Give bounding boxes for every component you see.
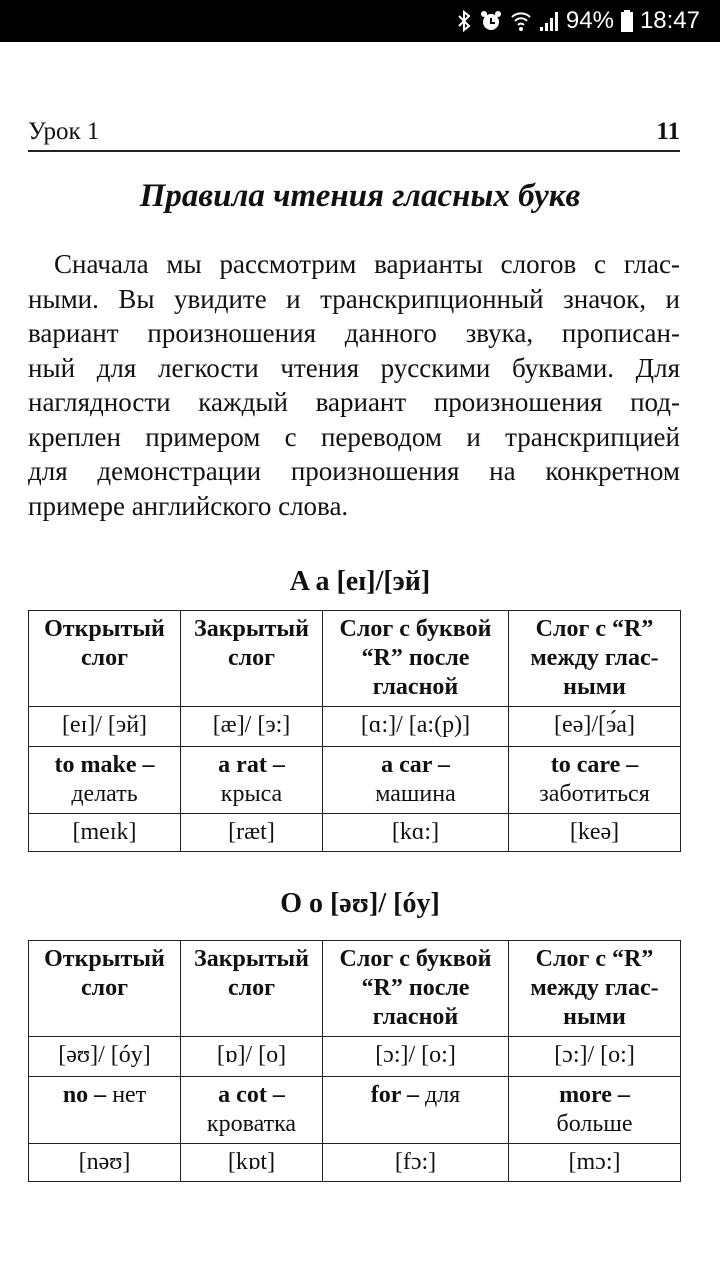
paragraph-line: для демонстрации произношения на конкретном <box>28 456 680 486</box>
header-line: ными <box>563 674 626 700</box>
example-word: a cot – <box>218 1082 285 1108</box>
sound-cell: [ɑ:]/ [a:(p)] <box>323 707 509 747</box>
example-word: to care – <box>550 752 639 778</box>
bluetooth-icon <box>456 9 472 33</box>
header-cell <box>323 941 509 1037</box>
paragraph-line: Сначала мы рассмотрим варианты слогов с глас- <box>54 249 680 279</box>
status-bar <box>0 0 720 42</box>
example-row <box>29 747 681 814</box>
example-word: a rat – <box>218 752 285 778</box>
transcription-cell: [mɔ:] <box>509 1144 681 1182</box>
vowel-table-o <box>28 940 681 1182</box>
transcription-cell: [ræt] <box>181 814 323 852</box>
header-cell <box>29 941 181 1037</box>
header-line: Закрытый <box>194 616 309 642</box>
transcription-cell: [kɑ:] <box>323 814 509 852</box>
header-line: “R” после <box>361 645 470 671</box>
example-cell <box>181 747 323 814</box>
header-line: Слог с “R” <box>535 946 654 972</box>
header-cell <box>181 941 323 1037</box>
example-translation: кроватка <box>206 1111 297 1137</box>
alarm-icon <box>479 9 503 33</box>
header-line: Открытый <box>44 616 165 642</box>
sound-cell: [ɔ:]/ [o:] <box>323 1037 509 1077</box>
header-cell <box>509 611 681 707</box>
battery-icon <box>621 10 633 32</box>
lesson-label: Урок 1 <box>28 118 100 145</box>
example-word: no – <box>62 1082 107 1108</box>
header-line: Закрытый <box>194 946 309 972</box>
example-word: to make – <box>54 752 155 778</box>
battery-percent: 94% <box>565 7 614 34</box>
header-cell <box>509 941 681 1037</box>
example-translation: машина <box>375 781 456 807</box>
header-line: гласной <box>372 1004 459 1030</box>
example-translation: заботиться <box>539 781 650 807</box>
example-word: a car – <box>381 752 450 778</box>
vowel-table-a <box>28 610 681 852</box>
example-cell <box>29 747 181 814</box>
transcription-cell: [keə] <box>509 814 681 852</box>
sound-cell: [ɔ:]/ [o:] <box>509 1037 681 1077</box>
table-title-a: A a [eɪ]/[эй] <box>289 566 431 597</box>
header-line: Слог с “R” <box>535 616 654 642</box>
header-line: между глас- <box>530 645 659 671</box>
example-cell <box>323 747 509 814</box>
sound-row <box>29 707 681 747</box>
section-title: Правила чтения гласных букв <box>139 178 581 214</box>
sound-cell: [eɪ]/ [эй] <box>29 707 181 747</box>
page-number: 11 <box>656 118 680 145</box>
header-line: гласной <box>372 674 459 700</box>
example-cell <box>509 1077 681 1144</box>
example-row <box>29 1077 681 1144</box>
transcription-row <box>29 1144 681 1182</box>
sound-cell: [əʊ]/ [óу] <box>29 1037 181 1077</box>
header-row <box>29 941 681 1037</box>
intro-paragraph <box>28 247 680 523</box>
example-cell <box>29 1077 181 1144</box>
paragraph-line: ный для легкости чтения русскими буквами. Для <box>28 352 680 383</box>
transcription-cell: [fɔ:] <box>323 1144 509 1182</box>
header-line: слог <box>80 975 128 1001</box>
wifi-icon <box>510 9 532 33</box>
running-header <box>28 118 680 152</box>
example-cell <box>181 1077 323 1144</box>
signal-icon <box>539 9 559 33</box>
example-word: for – <box>370 1082 419 1108</box>
transcription-row <box>29 814 681 852</box>
example-word: more – <box>559 1082 630 1108</box>
paragraph-line: вариант произношения данного звука, прописан- <box>28 318 680 348</box>
sound-cell: [ɒ]/ [o] <box>181 1037 323 1077</box>
sound-row <box>29 1037 681 1077</box>
header-line: ными <box>563 1004 626 1030</box>
header-line: Слог с буквой <box>339 616 492 642</box>
header-cell <box>29 611 181 707</box>
header-line: Открытый <box>44 946 165 972</box>
transcription-cell: [meɪk] <box>29 814 181 852</box>
paragraph-line: примере английского слова. <box>28 490 349 521</box>
sound-cell: [æ]/ [э:] <box>181 707 323 747</box>
table-title-o: O o [əʊ]/ [óу] <box>280 888 440 919</box>
header-line: между глас- <box>530 975 659 1001</box>
example-cell <box>323 1077 509 1144</box>
example-translation: больше <box>556 1111 633 1137</box>
sound-cell: [eə]/[э́а] <box>509 707 681 747</box>
paragraph-line: креплен примером с переводом и транскрипцией <box>28 421 680 452</box>
header-cell <box>323 611 509 707</box>
example-translation: делать <box>71 781 138 807</box>
clock: 18:47 <box>639 7 700 34</box>
example-cell <box>509 747 681 814</box>
header-line: слог <box>227 645 275 671</box>
header-line: слог <box>227 975 275 1001</box>
example-translation: крыса <box>220 781 283 807</box>
transcription-cell: [kɒt] <box>181 1144 323 1182</box>
transcription-cell: [nəʊ] <box>29 1144 181 1182</box>
example-translation: нет <box>112 1082 147 1108</box>
header-line: слог <box>80 645 128 671</box>
header-line: “R” после <box>361 975 470 1001</box>
paragraph-line: ными. Вы увидите и транскрипционный значок, и <box>28 283 680 314</box>
header-row <box>29 611 681 707</box>
header-cell <box>181 611 323 707</box>
example-translation: для <box>424 1082 461 1108</box>
header-line: Слог с буквой <box>339 946 492 972</box>
paragraph-line: наглядности каждый вариант произношения под- <box>28 387 680 417</box>
